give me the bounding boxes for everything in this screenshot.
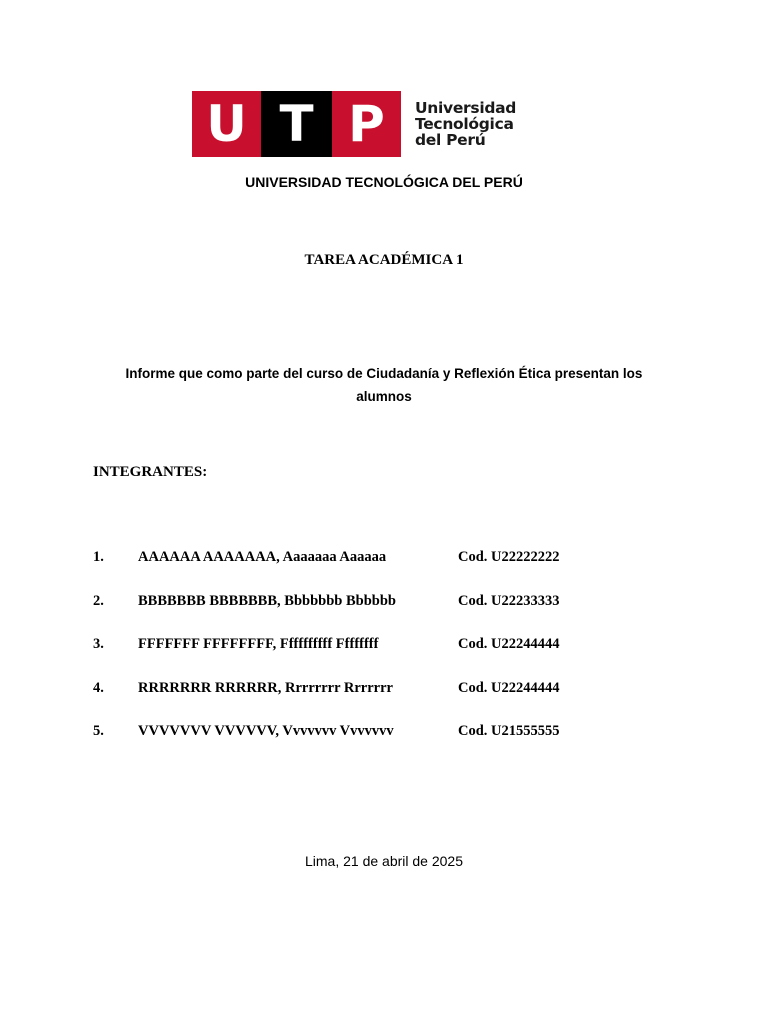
member-name: BBBBBBB BBBBBBB, Bbbbbbb Bbbbbb <box>138 592 396 609</box>
member-code: Cod. U22233333 <box>458 592 560 609</box>
member-row <box>0 723 768 767</box>
utp-logo <box>192 91 522 157</box>
member-number: 1. <box>93 549 104 565</box>
member-name: VVVVVVV VVVVVV, Vvvvvvv Vvvvvvv <box>138 723 394 739</box>
member-name: RRRRRRR RRRRRR, Rrrrrrrr Rrrrrrr <box>138 679 393 696</box>
member-row <box>0 636 768 680</box>
member-number: 3. <box>93 636 104 652</box>
member-code: Cod. U22244444 <box>458 636 560 652</box>
report-description: Informe que como parte del curso de Ciudadanía y Reflexión Ética presentan los alumnos <box>125 366 643 404</box>
member-number: 4. <box>93 679 104 696</box>
logo-letter-t: T <box>261 91 332 157</box>
task-title: TAREA ACADÉMICA 1 <box>304 252 464 268</box>
member-number: 2. <box>93 592 104 609</box>
member-row <box>0 549 768 593</box>
logo-wordmark-line: Tecnológica <box>415 115 514 133</box>
logo-letter-p: P <box>332 91 401 157</box>
university-name: UNIVERSIDAD TECNOLÓGICA DEL PERÚ <box>245 174 523 190</box>
member-code: Cod. U21555555 <box>458 723 560 739</box>
member-code: Cod. U22244444 <box>458 679 560 696</box>
member-row <box>0 680 768 724</box>
member-name: AAAAAA AAAAAAA, Aaaaaaa Aaaaaa <box>138 549 387 565</box>
logo-wordmark-line: del Perú <box>415 131 486 149</box>
logo-letter-u: U <box>192 91 261 157</box>
member-row <box>0 593 768 637</box>
logo-wordmark <box>415 100 516 148</box>
member-code: Cod. U22222222 <box>458 549 560 565</box>
logo-wordmark-line: Universidad <box>415 99 517 117</box>
member-number: 5. <box>93 723 104 739</box>
date-line: Lima, 21 de abril de 2025 <box>305 853 463 869</box>
members-heading: INTEGRANTES: <box>93 464 208 480</box>
member-name: FFFFFFF FFFFFFFF, Ffffffffff Ffffffff <box>138 636 379 652</box>
members-list <box>0 549 768 767</box>
